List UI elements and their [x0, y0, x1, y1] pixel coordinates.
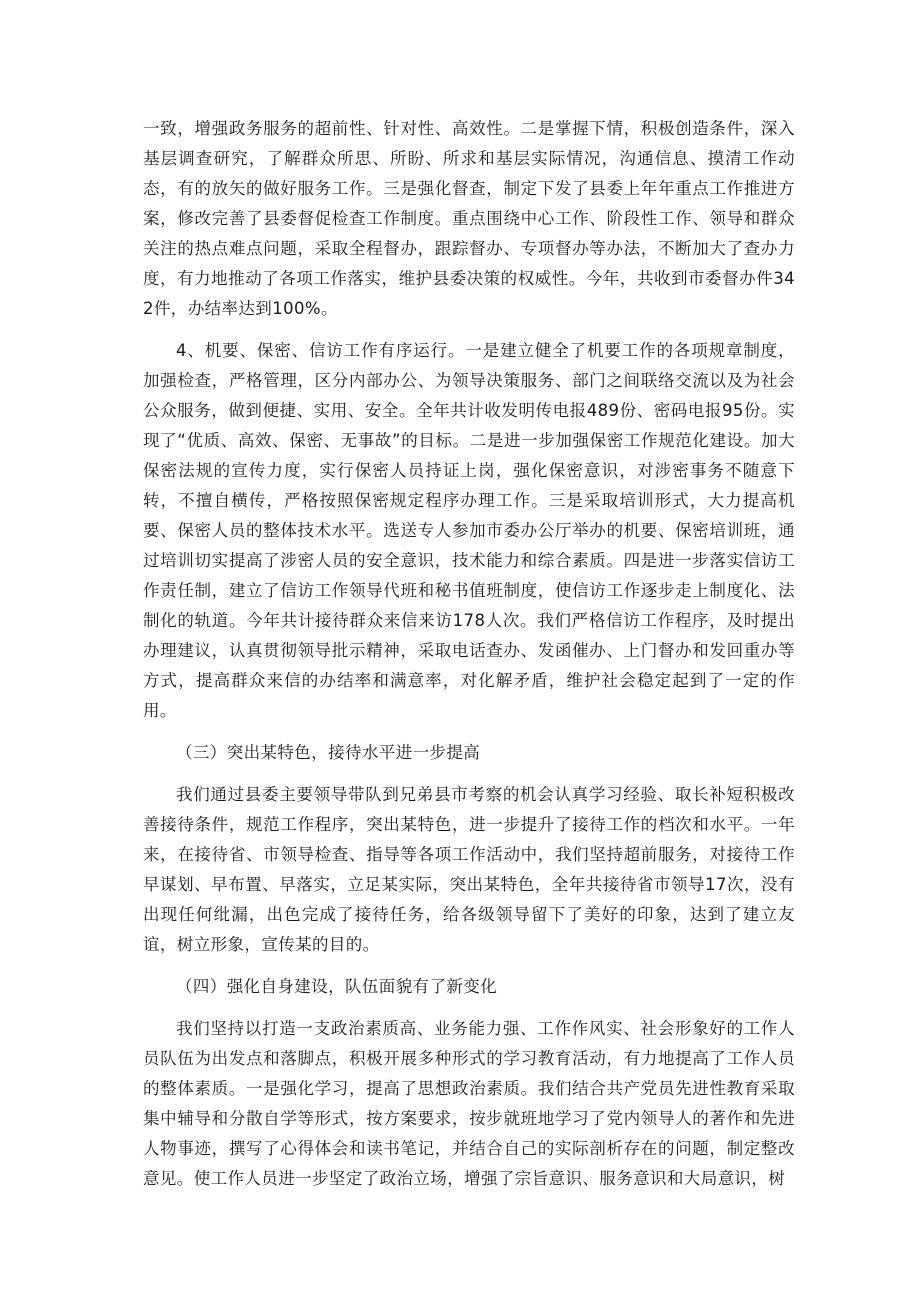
section-heading-self-building: （四）强化自身建设，队伍面貌有了新变化: [176, 977, 498, 996]
section-heading-reception: （三）突出某特色，接待水平进一步提高: [176, 743, 481, 762]
paragraph-continuation: 一致，增强政务服务的超前性、针对性、高效性。二是掌握下情，积极创造条件，深入基层调查研究，了解群众所思、所盼、所求和基层实际情况，沟通信息、摸清工作动态，有的放矢的做好服务工作。三是强化督查，制定下发了县委上年年重点工作推进方案，修改完善了县委督促检查工作制度。重点围绕中心工作、阶段性工作、领导和群众关注的热点难点问题，采取全程督办，跟踪督办、专项督办等办法，不断加大了查办力度，有力地推动了各项工作落实，维护县委决策的权威性。今年，共收到市委督办件342件，办结率达到100%。: [143, 119, 795, 318]
paragraph-reception: 我们通过县委主要领导带队到兄弟县市考察的机会认真学习经验、取长补短积极改善接待条件，规范工作程序，突出某特色，进一步提升了接待工作的档次和水平。一年来，在接待省、市领导检查、指导等各项工作活动中，我们坚持超前服务，对接待工作早谋划、早布置、早落实，立足某实际，突出某特色，全年共接待省市领导17次，没有出现任何纰漏，出色完成了接待任务，给各级领导留下了美好的印象，达到了建立友谊，树立形象，宣传某的目的。: [143, 785, 795, 954]
paragraph-self-building: 我们坚持以打造一支政治素质高、业务能力强、工作作风实、社会形象好的工作人员队伍为出发点和落脚点，积极开展多种形式的学习教育活动，有力地提高了工作人员的整体素质。一是强化学习，提高了思想政治素质。我们结合共产党员先进性教育采取集中辅导和分散自学等形式，按方案要求，按步就班地学习了党内领导人的著作和先进人物事迹，撰写了心得体会和读书笔记，并结合自己的实际剖析存在的问题，制定整改意见。使工作人员进一步坚定了政治立场，增强了宗旨意识、服务意识和大局意识，树: [143, 1019, 795, 1188]
document-body: [143, 114, 795, 1206]
paragraph-confidential-work: 4、机要、保密、信访工作有序运行。一是建立健全了机要工作的各项规章制度，加强检查，严格管理，区分内部办公、为领导决策服务、部门之间联络交流以及为社会公众服务，做到便捷、实用、安全。全年共计收发明传电报489份、密码电报95份。实现了“优质、高效、保密、无事故”的目标。二是进一步加强保密工作规范化建设。加大保密法规的宣传力度，实行保密人员持证上岗，强化保密意识，对涉密事务不随意下转，不擅自横传，严格按照保密规定程序办理工作。三是采取培训形式，大力提高机要、保密人员的整体技术水平。选送专人参加市委办公厅举办的机要、保密培训班，通过培训切实提高了涉密人员的安全意识，技术能力和综合素质。四是进一步落实信访工作责任制，建立了信访工作领导代班和秘书值班制度，使信访工作逐步走上制度化、法制化的轨道。今年共计接待群众来信来访178人次。我们严格信访工作程序，及时提出办理建议，认真贯彻领导批示精神，采取电话查办、发函催办、上门督办和发回重办等方式，提高群众来信的办结率和满意率，对化解矛盾，维护社会稳定起到了一定的作用。: [143, 341, 795, 720]
